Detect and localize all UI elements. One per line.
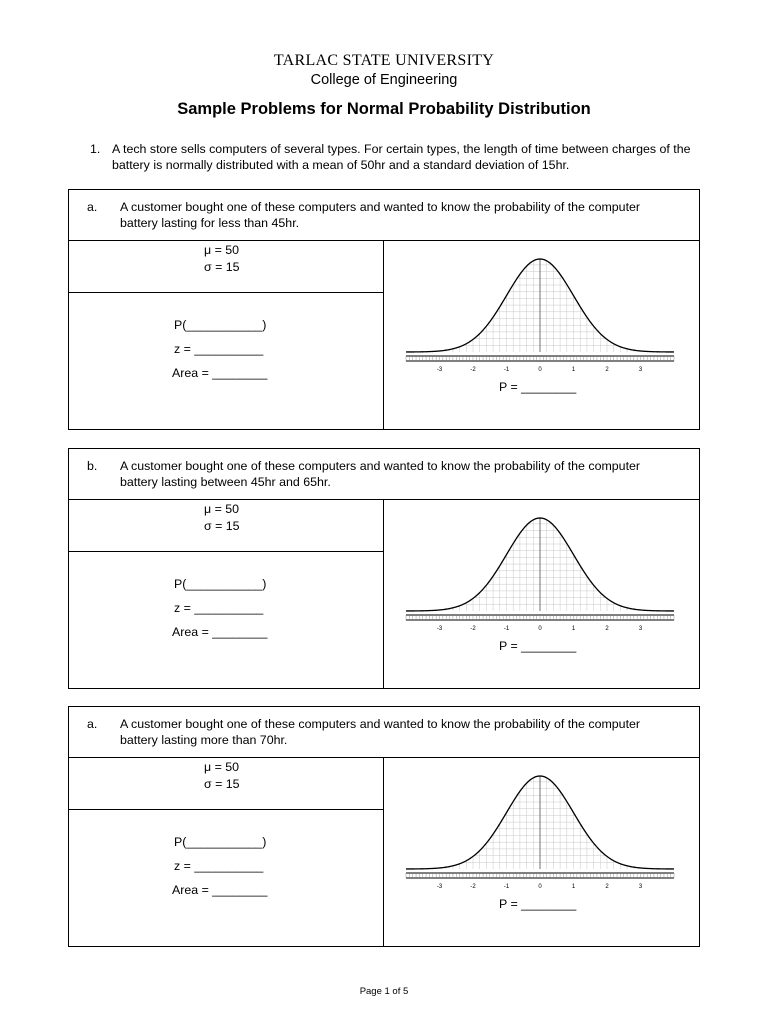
question-text: A customer bought one of these computers and wanted to know the probability of the computer battery lasting between 45hr and 65hr. xyxy=(120,459,641,489)
answer-cell xyxy=(69,293,384,429)
tick-label: 3 xyxy=(638,367,643,373)
tick-label: 3 xyxy=(638,626,643,632)
area-blank: Area = ________ xyxy=(172,625,268,639)
page-title: Sample Problems for Normal Probability Distribution xyxy=(177,100,591,118)
curve-cell xyxy=(384,500,699,688)
tick-label: 1 xyxy=(571,884,576,890)
question-row xyxy=(69,190,699,241)
p-answer-blank: P = ________ xyxy=(499,897,577,911)
page-footer: Page 1 of 5 xyxy=(359,986,409,997)
given-cell xyxy=(69,758,384,810)
given-cell xyxy=(69,241,384,293)
question-row xyxy=(69,449,699,500)
area-blank: Area = ________ xyxy=(172,883,268,897)
probability-blank: P(___________) xyxy=(174,318,267,332)
tick-label: -3 xyxy=(436,884,443,890)
tick-label: 2 xyxy=(605,884,609,890)
tick-label: -3 xyxy=(436,367,443,373)
tick-label: 0 xyxy=(538,626,542,632)
college-name: College of Engineering xyxy=(310,72,458,88)
mean-value: μ = 50 xyxy=(204,243,240,257)
tick-label: -2 xyxy=(470,626,476,632)
std-dev-value: σ = 15 xyxy=(204,519,240,533)
area-blank: Area = ________ xyxy=(172,366,268,380)
part-letter: b. xyxy=(87,459,98,473)
std-dev-value: σ = 15 xyxy=(204,777,240,791)
tick-label: 2 xyxy=(605,367,609,373)
normal-curve-graph xyxy=(404,766,676,896)
answer-cell xyxy=(69,810,384,946)
part-letter: a. xyxy=(87,717,98,731)
problem-text: A tech store sells computers of several types. For certain types, the length of time between charges of the battery is normally distributed with a mean of 50hr and a standard deviation of 15hr. xyxy=(112,142,691,172)
question-text: A customer bought one of these computers and wanted to know the probability of the computer battery lasting for less than 45hr. xyxy=(120,200,641,230)
z-score-blank: z = __________ xyxy=(174,601,264,615)
problem-box-2 xyxy=(68,448,700,689)
z-score-blank: z = __________ xyxy=(174,342,264,356)
problem-box-1 xyxy=(68,189,700,430)
tick-label: 2 xyxy=(605,626,609,632)
tick-label: -1 xyxy=(503,884,510,890)
curve-cell xyxy=(384,758,699,946)
part-letter: a. xyxy=(87,200,98,214)
tick-label: 0 xyxy=(538,367,542,373)
answer-cell xyxy=(69,552,384,688)
problem-box-3 xyxy=(68,706,700,947)
curve-cell xyxy=(384,241,699,429)
probability-blank: P(___________) xyxy=(174,577,267,591)
std-dev-value: σ = 15 xyxy=(204,260,240,274)
p-answer-blank: P = ________ xyxy=(499,380,577,394)
tick-label: 0 xyxy=(538,884,542,890)
tick-label: -1 xyxy=(503,367,510,373)
tick-label: 1 xyxy=(571,367,576,373)
mean-value: μ = 50 xyxy=(204,502,240,516)
university-name: TARLAC STATE UNIVERSITY xyxy=(273,52,495,69)
normal-curve-graph xyxy=(404,249,676,379)
mean-value: μ = 50 xyxy=(204,760,240,774)
z-score-blank: z = __________ xyxy=(174,859,264,873)
tick-label: -1 xyxy=(503,626,510,632)
tick-label: -3 xyxy=(436,626,443,632)
probability-blank: P(___________) xyxy=(174,835,267,849)
question-row xyxy=(69,707,699,758)
problem-number: 1. xyxy=(90,142,101,156)
p-answer-blank: P = ________ xyxy=(499,639,577,653)
tick-label: -2 xyxy=(470,884,476,890)
question-text: A customer bought one of these computers and wanted to know the probability of the computer battery lasting more than 70hr. xyxy=(120,717,641,747)
tick-label: -2 xyxy=(470,367,476,373)
tick-label: 1 xyxy=(571,626,576,632)
given-cell xyxy=(69,500,384,552)
normal-curve-graph xyxy=(404,508,676,638)
tick-label: 3 xyxy=(638,884,643,890)
